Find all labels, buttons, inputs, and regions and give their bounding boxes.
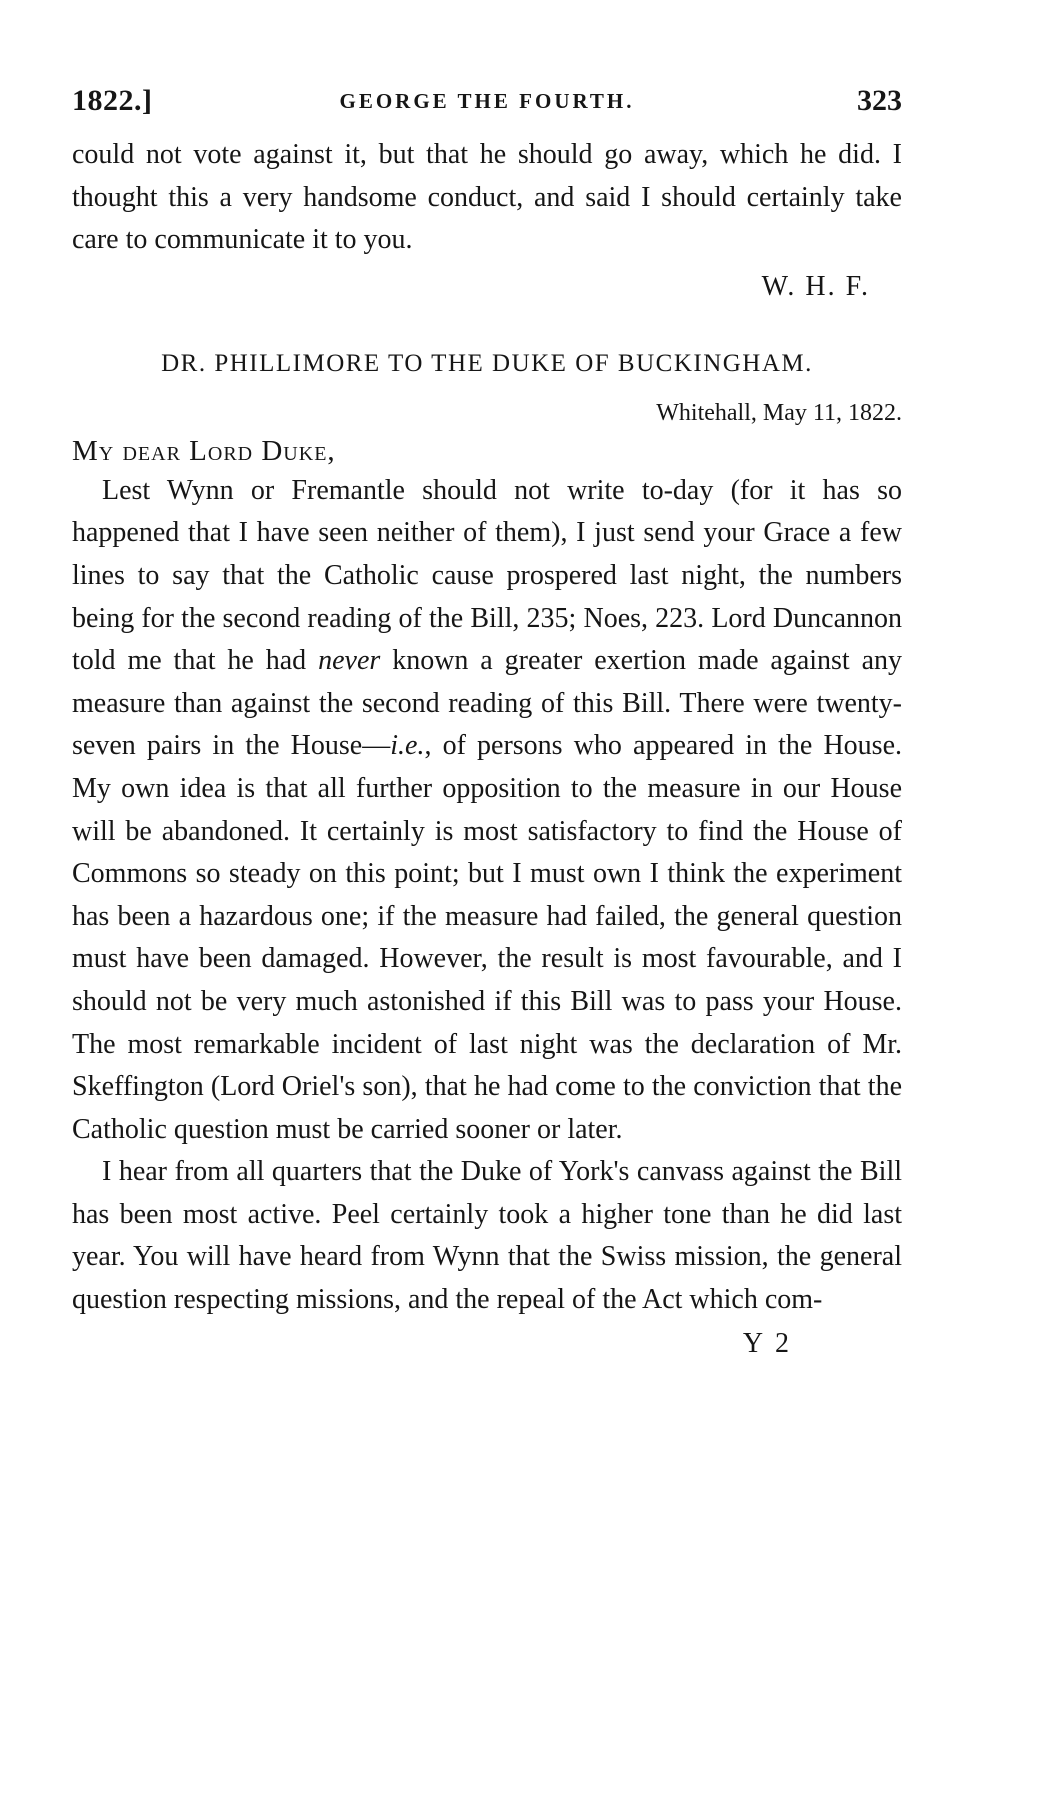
- emphasis-never: never: [318, 645, 381, 677]
- letter-dateline: Whitehall, May 11, 1822.: [656, 399, 902, 426]
- document-page: [72, 84, 902, 1360]
- intro-paragraph: could not vote against it, but that he should go away, which he did. I thought this a very handsome conduct, and said I should certainly take care to communicate it to you.: [72, 139, 902, 256]
- letter-paragraph-1-part-c: , of persons who appeared in the House. My own idea is that all further opposition to the measure in our House will be abandoned. It certainly is most satisfactory to find the House of Commons so steady on this point; but I must own I think the experiment has been a hazardous one; if the measure had failed, the general question must have been damaged. However, the result is most favourable, and I should not be very much astonished if this Bill was to pass your House. The most remarkable incident of last night was the declaration of Mr. Skeffington (Lord Oriel's son), that he had come to the conviction that the Catholic question must be carried sooner or later.: [72, 730, 903, 1145]
- letter-paragraph-1: [72, 470, 902, 1152]
- letter-paragraph-1-part-a: Lest Wynn or Fremantle should not write to-day (for it has so happened that I have seen neither of them), I just send your Grace a few lines to say that the Catholic cause prospered last night, the numbers being for the second reading of the Bill, 235; Noes, 223. Lord Duncannon told me that he had: [72, 474, 902, 677]
- emphasis-ie: i.e.: [390, 730, 425, 762]
- running-header: [72, 84, 902, 124]
- letter-salutation: My dear Lord Duke,: [72, 434, 336, 467]
- intro-signature: W. H. F.: [761, 270, 870, 302]
- letter-paragraph-1-part-b: known a greater exertion made against any measure than against the second reading of this Bill. There were twenty-seven pairs in the House—: [72, 645, 903, 762]
- printer-signature-mark: Y 2: [742, 1327, 792, 1359]
- page-number: 323: [857, 84, 902, 117]
- header-year: 1822.]: [72, 84, 153, 117]
- letter-heading: DR. PHILLIMORE TO THE DUKE OF BUCKINGHAM.: [161, 349, 813, 377]
- letter-paragraph-2: I hear from all quarters that the Duke of York's canvass against the Bill has been most active. Peel certainly took a higher tone than he did last year. You will have heard from Wynn that the Swiss mission, the general question respecting missions, and the repeal of the Act which com-: [72, 1156, 902, 1316]
- header-title: GEORGE THE FOURTH.: [339, 89, 635, 113]
